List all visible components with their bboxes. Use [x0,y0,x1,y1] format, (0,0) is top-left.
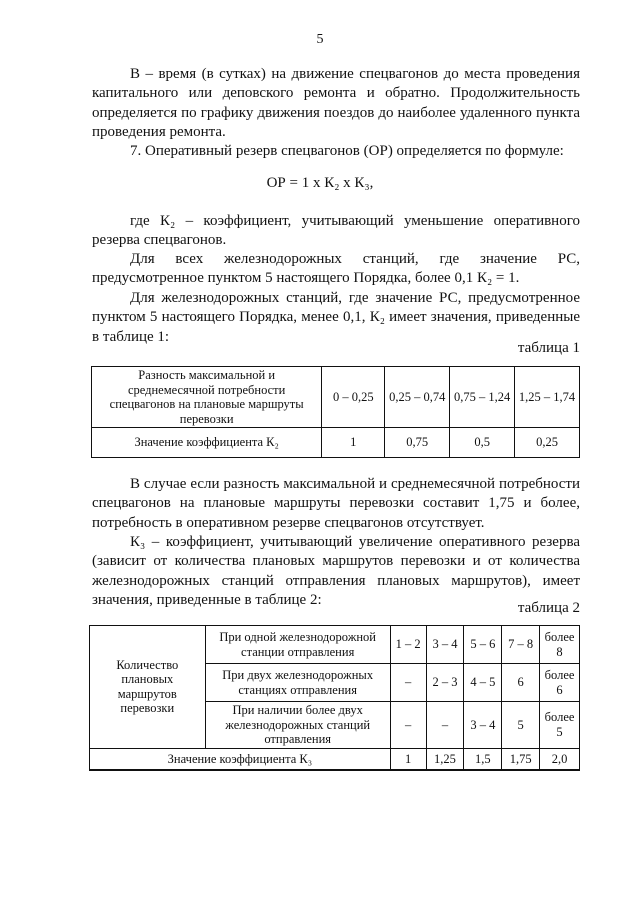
table2-cell: 7 – 8 [502,626,540,664]
table2-cell: более 5 [540,702,580,749]
paragraph-no-reserve: В случае если разность максимальной и среднемесячной потребности спецвагонов на плановые маршруты перевозки составит 1,75 и более, потребность в оперативном резерве спецвагонов отсутствует. [92,476,580,531]
paragraph-k3-definition: К₃ – коэффициент, учитывающий увеличение оперативного резерва (зависит от количества плановых маршрутов перевозки и от количества железнодорожных станций отправления плановых маршрутов), имеет значения, приведенные в таблице 2: [92,534,580,608]
table2-value-label: Значение коэффициента К₃ [90,748,391,770]
table2-row-label: При наличии более двух железнодорожных станций отправления [205,702,390,749]
paragraph-k2-below: Для железнодорожных станций, где значение РС, предусмотренное пунктом 5 настоящего Порядка, менее 0,1, К₂ имеет значения, приведенные в таблице 1: [92,290,580,345]
table2-cell: 3 – 4 [426,626,464,664]
table2-cell: 4 – 5 [464,664,502,702]
table2-value-cell: 1,5 [464,748,502,770]
table2-cell: 5 [502,702,540,749]
table2-cell: – [390,664,426,702]
table2-value-cell: 1,75 [502,748,540,770]
table2-cell: более 6 [540,664,580,702]
formula: ОР = 1 х К₂ х К₃, [266,175,374,191]
table1-value-cell: 0,5 [450,428,515,458]
table2-group-label: Количество плановых маршрутов перевозки [90,626,206,749]
page-number: 5 [316,32,324,47]
table2-value-cell: 1 [390,748,426,770]
table2-value-cell: 2,0 [540,748,580,770]
table1-range-cell: 0,75 – 1,24 [450,367,515,428]
table2-cell: 2 – 3 [426,664,464,702]
table1-caption: таблица 1 [517,340,580,356]
table2-cell: – [390,702,426,749]
table2-cell: 3 – 4 [464,702,502,749]
table2-cell: – [426,702,464,749]
table2-row-label: При одной железнодорожной станции отправления [205,626,390,664]
table2-value-cell: 1,25 [426,748,464,770]
table1-value-label: Значение коэффициента К₂ [92,428,322,458]
table2-cell: 1 – 2 [390,626,426,664]
table2-caption: таблица 2 [517,600,580,616]
table1-value-cell: 0,75 [385,428,450,458]
paragraph-time-definition: В – время (в сутках) на движение спецвагонов до места проведения капитального или деповского ремонта и обратно. Продолжительность определяется по графику движения поездов до наиболее удаленного пункта проведения ремонта. [92,66,580,140]
table2-cell: 6 [502,664,540,702]
table1-value-cell: 1 [322,428,385,458]
table1-range-cell: 0,25 – 0,74 [385,367,450,428]
table1-row-header: Разность максимальной и среднемесячной потребности спецвагонов на плановые маршруты перевозки [92,367,322,428]
paragraph-k2-definition: где К₂ – коэффициент, учитывающий уменьшение оперативного резерва спецвагонов. [92,213,580,249]
table-k3 [89,625,580,771]
paragraph-reserve-formula-intro: 7. Оперативный резерв спецвагонов (ОР) определяется по формуле: [130,143,564,159]
table2-cell: 5 – 6 [464,626,502,664]
table2-cell: более 8 [540,626,580,664]
table1-value-cell: 0,25 [515,428,580,458]
table1-range-cell: 0 – 0,25 [322,367,385,428]
paragraph-k2-above: Для всех железнодорожных станций, где значение РС, предусмотренное пунктом 5 настоящего Порядка, более 0,1 К₂ = 1. [92,251,580,287]
table-k2 [91,366,580,458]
table1-range-cell: 1,25 – 1,74 [515,367,580,428]
table2-row-label: При двух железнодорожных станциях отправления [205,664,390,702]
